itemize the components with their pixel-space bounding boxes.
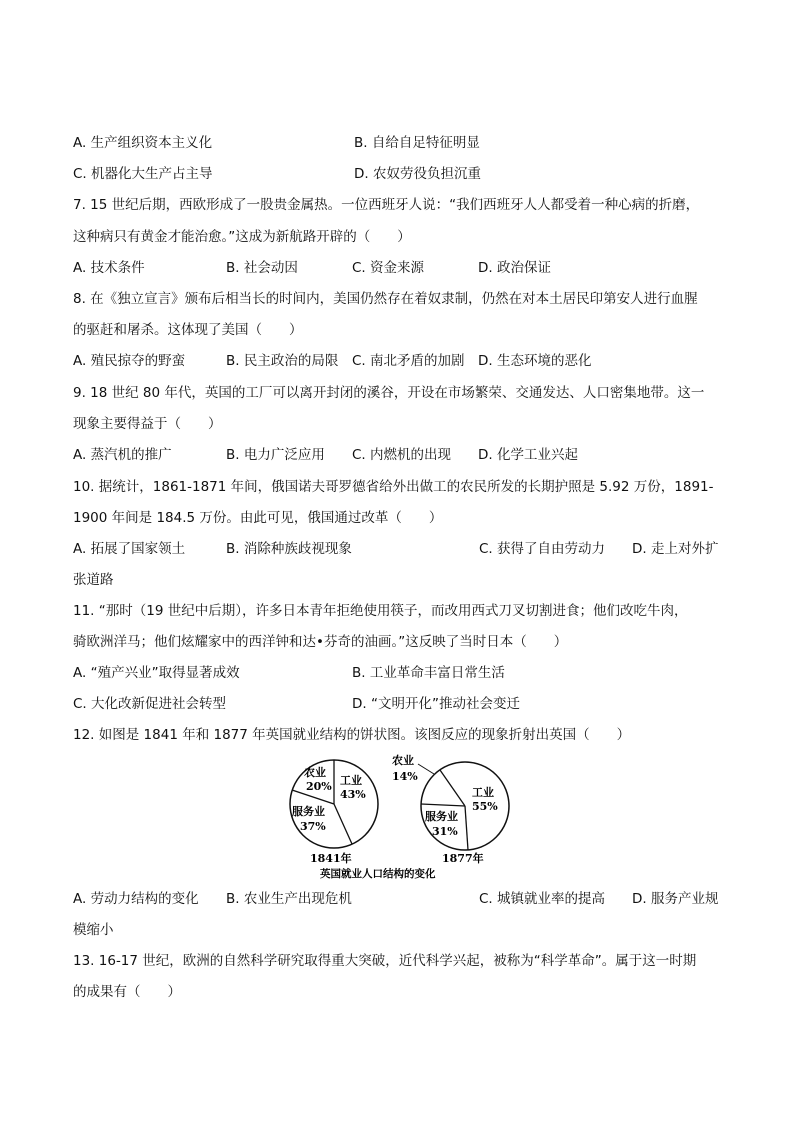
- q10-option-a: A. 拓展了国家领土: [73, 541, 186, 557]
- q7-stem-line1: 7. 15 世纪后期，西欧形成了一股贵金属热。一位西班牙人说：“我们西班牙人人都受着一种心病的折磨，: [73, 197, 700, 213]
- pie-1841: [290, 760, 378, 865]
- q10-stem-line1: 10. 据统计，1861-1871 年间，俄国诺夫哥罗德省给外出做工的农民所发的长期护照是 5.92 万份，1891-: [73, 479, 714, 495]
- pie-1841-serv-label: 服务业: [292, 805, 325, 818]
- q8-option-c: C. 南北矛盾的加剧: [352, 353, 465, 369]
- q9-option-c: C. 内燃机的出现: [352, 447, 452, 463]
- q9-stem-line2: 现象主要得益于（ ）: [73, 416, 222, 432]
- pie-1877-agri-leader: [418, 764, 434, 774]
- employment-structure-figure: [270, 752, 530, 882]
- q8-option-d: D. 生态环境的恶化: [478, 353, 592, 369]
- employment-pies-svg: [270, 752, 530, 882]
- pie-1877-serv-label: 服务业: [425, 810, 458, 823]
- q11-option-a: A. “殖产兴业”取得显著成效: [73, 665, 240, 681]
- q13-stem-line1: 13. 16-17 世纪，欧洲的自然科学研究取得重大突破，近代科学兴起，被称为“科学革命”。属于这一时期: [73, 953, 697, 969]
- q9-stem-line1: 9. 18 世纪 80 年代，英国的工厂可以离开封闭的溪谷，开设在市场繁荣、交通发达、人口密集地带。这一: [73, 385, 705, 401]
- pie-1877-ind-label: 工业: [472, 786, 494, 799]
- q12-option-d-continued: 模缩小: [73, 922, 114, 938]
- pie-1841-ind-label: 工业: [340, 774, 362, 787]
- pie-1841-year: 1841年: [310, 852, 352, 865]
- figure-caption: 英国就业人口结构的变化: [320, 868, 436, 880]
- pie-1841-agri-value: 20%: [306, 780, 332, 793]
- q11-option-d: D. “文明开化”推动社会变迁: [352, 696, 520, 712]
- q9-option-a: A. 蒸汽机的推广: [73, 447, 172, 463]
- q6-option-b: B. 自给自足特征明显: [354, 135, 480, 151]
- q8-option-b: B. 民主政治的局限: [226, 353, 339, 369]
- pie-1841-agri-label: 农业: [304, 766, 326, 779]
- q12-option-d: D. 服务产业规: [632, 891, 719, 907]
- pie-1877-agri-value: 14%: [392, 770, 418, 783]
- q7-option-b: B. 社会动因: [226, 260, 298, 276]
- q10-option-d: D. 走上对外扩: [632, 541, 719, 557]
- q6-option-a: A. 生产组织资本主义化: [73, 135, 213, 151]
- pie-1841-ind-value: 43%: [340, 788, 366, 801]
- q12-option-c: C. 城镇就业率的提高: [479, 891, 606, 907]
- q7-stem-line2: 这种病只有黄金才能治愈。”这成为新航路开辟的（ ）: [73, 229, 411, 245]
- q8-option-a: A. 殖民掠夺的野蛮: [73, 353, 186, 369]
- q11-stem-line1: 11. “那时（19 世纪中后期），许多日本青年拒绝使用筷子，而改用西式刀叉切割进食；他们改吃牛肉，: [73, 603, 688, 619]
- q8-stem-line1: 8. 在《独立宣言》颁布后相当长的时间内，美国仍然存在着奴隶制，仍然在对本土居民印第安人进行血腥: [73, 291, 698, 307]
- pie-1877-serv-value: 31%: [432, 825, 458, 838]
- pie-1877-year: 1877年: [442, 852, 484, 865]
- q7-option-c: C. 资金来源: [352, 260, 425, 276]
- q9-option-b: B. 电力广泛应用: [226, 447, 325, 463]
- q8-stem-line2: 的驱赶和屠杀。这体现了美国（ ）: [73, 322, 303, 338]
- q10-option-d-continued: 张道路: [73, 572, 114, 588]
- q10-stem-line2: 1900 年间是 184.5 万份。由此可见，俄国通过改革（ ）: [73, 510, 443, 526]
- q12-option-a: A. 劳动力结构的变化: [73, 891, 199, 907]
- q7-option-a: A. 技术条件: [73, 260, 145, 276]
- pie-1841-serv-value: 37%: [300, 820, 326, 833]
- q12-option-b: B. 农业生产出现危机: [226, 891, 352, 907]
- q7-option-d: D. 政治保证: [478, 260, 551, 276]
- q11-option-b: B. 工业革命丰富日常生活: [352, 665, 505, 681]
- q10-option-b: B. 消除种族歧视现象: [226, 541, 352, 557]
- q6-option-c: C. 机器化大生产占主导: [73, 166, 213, 182]
- q11-stem-line2: 骑欧洲洋马；他们炫耀家中的西洋钟和达•芬奇的油画。”这反映了当时日本（ ）: [73, 634, 568, 650]
- q11-option-c: C. 大化改新促进社会转型: [73, 696, 227, 712]
- q13-stem-line2: 的成果有（ ）: [73, 984, 181, 1000]
- q10-option-c: C. 获得了自由劳动力: [479, 541, 606, 557]
- pie-1877-ind-value: 55%: [472, 800, 498, 813]
- q9-option-d: D. 化学工业兴起: [478, 447, 578, 463]
- q12-stem-line1: 12. 如图是 1841 年和 1877 年英国就业结构的饼状图。该图反应的现象折射出英国（ ）: [73, 727, 631, 743]
- q6-option-d: D. 农奴劳役负担沉重: [354, 166, 481, 182]
- pie-1877: [392, 753, 509, 865]
- pie-1877-agri-label: 农业: [392, 754, 414, 767]
